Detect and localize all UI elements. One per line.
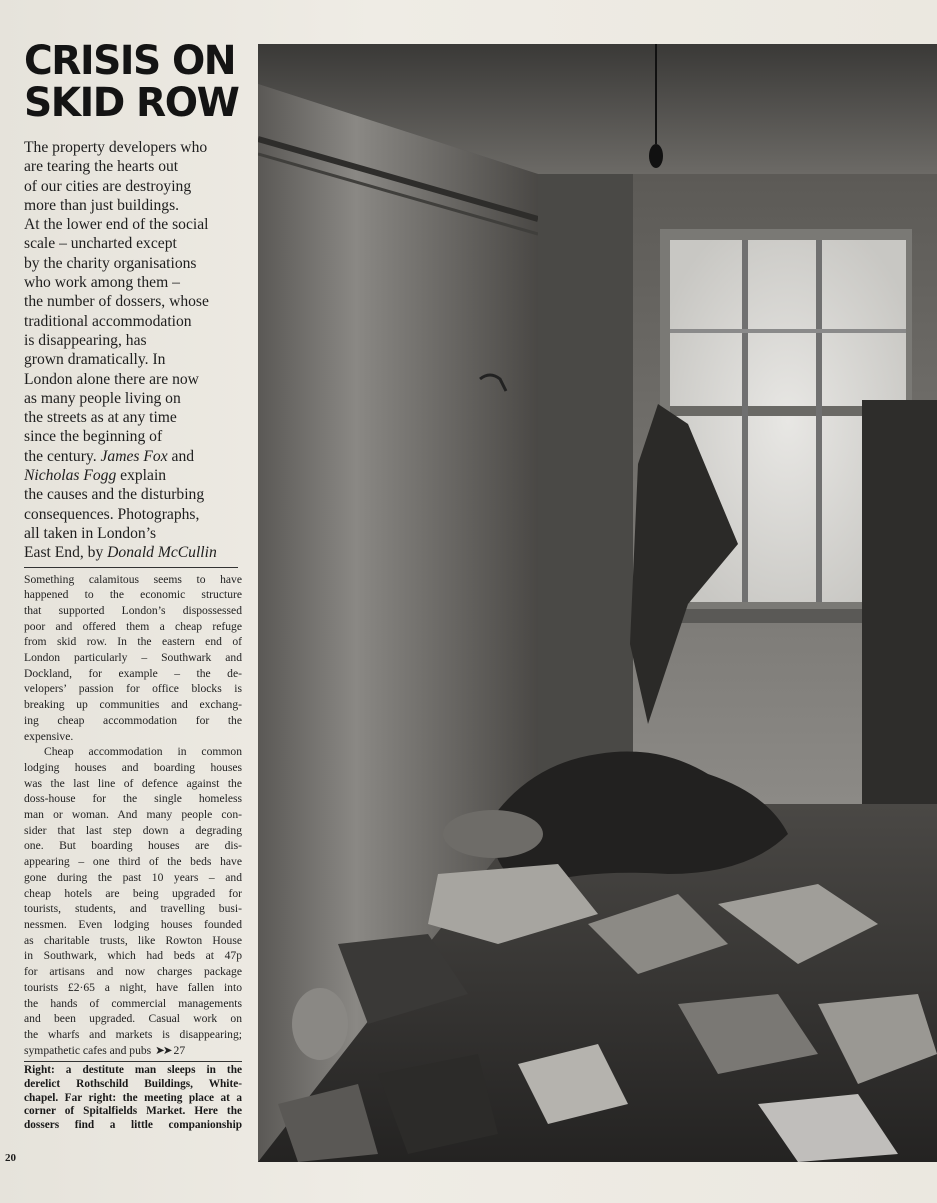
- standfirst-line: all taken in London’s: [24, 524, 157, 542]
- body-line: for artisans and now charges package: [24, 965, 242, 979]
- window-bar: [816, 240, 822, 602]
- photo-illustration: [258, 44, 937, 1162]
- page-number: 20: [5, 1152, 16, 1164]
- body-line: cheap hotels are being upgraded for: [24, 886, 242, 900]
- body-line: one. But boarding houses are dis-: [24, 839, 242, 853]
- caption-line: chapel. Far right: the meeting place at a: [24, 1091, 242, 1104]
- caption-line: corner of Spitalfields Market. Here the: [24, 1105, 242, 1118]
- standfirst-line: [24, 543, 250, 562]
- body-line: tourists £2·65 a night, have fallen into: [24, 980, 242, 994]
- body-line: expensive.: [24, 729, 74, 743]
- body-line: man or woman. And many people con-: [24, 808, 242, 822]
- standfirst-line: by the charity organisations: [24, 254, 197, 272]
- body-line: Cheap accommodation in common: [44, 745, 242, 759]
- standfirst-line: grown dramatically. In: [24, 351, 166, 369]
- standfirst-century: the century.: [24, 447, 97, 465]
- standfirst-line: who work among them –: [24, 274, 180, 292]
- standfirst-line: consequences. Photographs,: [24, 505, 200, 523]
- standfirst-line: the number of dossers, whose: [24, 293, 209, 311]
- body-line: London particularly – Southwark and: [24, 651, 242, 665]
- photo-caption: [24, 1061, 242, 1132]
- window-bar: [742, 240, 748, 602]
- divider-rule: [24, 567, 238, 568]
- headline-line-2: SKID ROW: [24, 80, 239, 126]
- photograph: [258, 44, 937, 1162]
- body-line: doss-house for the single homeless: [24, 792, 242, 806]
- body-line: from skid row. In the eastern end of: [24, 635, 242, 649]
- standfirst-line: [24, 447, 250, 466]
- headline-line-1: CRISIS ON: [24, 38, 236, 84]
- body-line: in Southwark, which had beds at 47p: [24, 949, 242, 963]
- standfirst-line: more than just buildings.: [24, 196, 180, 214]
- body-line: happened to the economic structure: [24, 588, 242, 602]
- standfirst-line: are tearing the hearts out: [24, 158, 179, 176]
- continued-arrow-icon: ➤➤: [155, 1043, 171, 1057]
- body-line: Something calamitous seems to have: [24, 572, 242, 586]
- headline: [24, 40, 245, 124]
- body-line: Dockland, for example – the de-: [24, 666, 242, 680]
- body-line: appearing – one third of the beds have: [24, 855, 242, 869]
- body-line: the wharfs and markets is disappearing;: [24, 1027, 242, 1041]
- body-line: breaking up communities and exchang-: [24, 698, 242, 712]
- author-1: James Fox: [100, 447, 168, 465]
- body-line: ing cheap accommodation for the: [24, 713, 242, 727]
- body-last-text: sympathetic cafes and pubs: [24, 1043, 152, 1057]
- continued-page-number[interactable]: 27: [173, 1043, 186, 1057]
- body-line: sider that last step down a degrading: [24, 823, 242, 837]
- corner-pillar: [538, 174, 633, 804]
- body-line: velopers’ passion for office blocks is: [24, 682, 242, 696]
- standfirst-line: the streets as at any time: [24, 409, 177, 427]
- east-end-text: East End, by: [24, 544, 104, 562]
- caption-line: dossers find a little companionship: [24, 1118, 242, 1131]
- standfirst-line: since the beginning of: [24, 428, 163, 446]
- pillow: [443, 810, 543, 858]
- body-text: [24, 572, 242, 1059]
- explain-word: explain: [120, 467, 167, 485]
- standfirst-line: At the lower end of the social: [24, 216, 209, 234]
- body-line: as charitable trusts, like Rowton House: [24, 933, 242, 947]
- caption-line: Right: a destitute man sleeps in the: [24, 1064, 242, 1077]
- window-bar: [670, 329, 906, 333]
- standfirst: [24, 138, 250, 563]
- standfirst-line: London alone there are now: [24, 370, 199, 388]
- standfirst-line: The property developers who: [24, 139, 208, 156]
- open-door: [862, 400, 937, 820]
- standfirst-line: of our cities are destroying: [24, 177, 192, 195]
- photographer-credit: Donald McCullin: [107, 544, 217, 562]
- and-word: and: [171, 447, 195, 465]
- caption-line: derelict Rothschild Buildings, White-: [24, 1077, 242, 1090]
- body-line: gone during the past 10 years – and: [24, 870, 242, 884]
- body-line: tourists, students, and travelling busi-: [24, 902, 242, 916]
- body-line: lodging houses and boarding houses: [24, 760, 242, 774]
- body-line: [24, 1043, 242, 1059]
- light-bulb-icon: [649, 144, 663, 168]
- standfirst-line: [24, 466, 250, 485]
- text-column: [24, 40, 250, 1132]
- body-line: poor and offered them a cheap refuge: [24, 619, 242, 633]
- standfirst-line: the causes and the disturbing: [24, 486, 205, 504]
- standfirst-line: as many people living on: [24, 389, 181, 407]
- body-line: that supported London’s dispossessed: [24, 603, 242, 617]
- standfirst-line: scale – uncharted except: [24, 235, 177, 253]
- body-line: the hands of commercial managements: [24, 996, 242, 1010]
- body-line: and been upgraded. Casual work on: [24, 1012, 242, 1026]
- standfirst-line: is disappearing, has: [24, 331, 147, 349]
- author-2: Nicholas Fogg: [24, 467, 117, 485]
- standfirst-line: traditional accommodation: [24, 312, 192, 330]
- body-line: nessmen. Even lodging houses founded: [24, 918, 242, 931]
- body-line: was the last line of defence against the: [24, 776, 242, 790]
